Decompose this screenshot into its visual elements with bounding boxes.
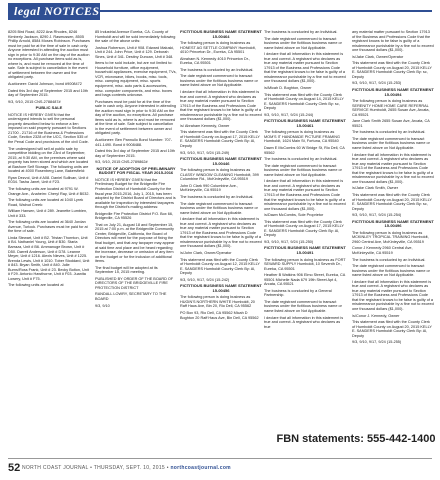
notice-paragraph: William Hansen, Unit # 289. Jeanette Lumbien, Unit # 333. <box>8 209 88 218</box>
notice-paragraph: PUBLISHED BY ORDER OF THE BOARD OF DIRECTORS OF THE BRIDGEVILLE FIRE PROTECTION DISTRICT <box>95 276 174 290</box>
notice-paragraph: The date registrant commenced to transact business under the fictitious business name or name listed above on Not Applicable. <box>264 36 342 50</box>
fbn-ad <box>278 428 434 450</box>
notice-paragraph: The following units are located at <box>8 283 64 288</box>
notice-paragraph: I declare that all information in this statement is true and correct. A registrant who declares as true any material matter pursuant to Section 17913 of the Business and Professions Code that the registrant knows to be false is guilty of a misdemeanor punishable by a fine not to exceed one thousand dollars ($1,000). <box>352 152 434 184</box>
notice-paragraph: /s/Conor J. Kennedy, Owner <box>352 313 400 318</box>
notice-paragraph: Jane Clark Smith 2655 Susan Ave, Arcata, CA 95521 <box>352 119 430 128</box>
column-3 <box>180 30 262 426</box>
notice-paragraph: FICTITIOUS BUSINESS NAME STATEMENT 15-00496 <box>352 218 434 229</box>
notice-paragraph: 9/3, 9/10, 2015 CNS-2788487# <box>8 99 61 104</box>
footer-publication <box>22 465 231 471</box>
notice-paragraph: The following person is doing business as HUGIN'S NORTHERN WHITE Humboldt, 20 Raff Haus Ave, Bin 20, Rio Dell, CA 95562 <box>180 295 255 309</box>
notice-paragraph: NOTICE IS HEREBY GIVEN that the undersigned intends to sell the personal property described below to enforce a lien imposed on said property pursuant to Sections 21700 - 21716 of the Business & Professions Code, Section 2328 of the UCC, Section 535 of the Penal Code and provisions of the civil Code. <box>8 112 89 145</box>
notice-paragraph: NOTICE OF ADOPTION OF PRELIMINARY BUDGET FOR FISCAL YEAR 2015-2016 <box>96 165 176 176</box>
notice-paragraph: This statement was filed with the County Clerk of Humboldt County on August 20, 2015 KELLY E. SANDERS Humboldt County Clerk By: sc, Deputy <box>352 61 432 79</box>
notice-paragraph: The following person is doing business as FORT SEWARD SUPPLY Humboldt, 10 Seventh Dr., Eureka, CA 95501 <box>264 257 346 271</box>
notice-paragraph: /s/Micah D. Boghton, Owner <box>264 86 312 91</box>
notice-paragraph: FICTITIOUS BUSINESS NAME STATEMENT 15-00491 <box>264 245 346 255</box>
notice-paragraph: That on July 21, August 18 and September 15, 2015 at 7:00 p.m. at the Bridgeville Community Center, Bridgeville, California, the Board of Directors will meet for the purpose of fixing the final budget, and that any taxpayer may appear at said time and place and be heard regarding the increase, decrease or omission of any item on the budget or for the inclusion of additional items. <box>95 222 175 264</box>
notice-paragraph: The business is conducted by an Individual. <box>180 67 254 72</box>
notice-paragraph: This statement was filed with the County Clerk of Humboldt County on August 12, 2015 KELLY E. SANDERS Humboldt County Clerk By: Al, Deputy <box>180 257 260 276</box>
notice-paragraph: This statement was filed with the County Clerk of Humboldt County on August 14, 2015 KELLY E. SANDERS Humboldt County Clerk By: sc, Deputy <box>264 92 344 111</box>
notice-paragraph: The date registrant commenced to transact business under the fictitious business name or name listed above on Not Applicable. <box>352 264 430 278</box>
notice-paragraph: Purchases must be paid for at the time of the sale in cash only. Anyone interested in attending the auction must sign in prior to 9:30 AM on the day of the auction, no exceptions. All purchase items sold as is, where is and must be removed at the time of sale. Sale subject to cancellation in the event of settlement between owner and obligated party. <box>95 99 176 136</box>
notice-paragraph: The following units are located at 9791 W. Orange Ave., Anaheim: Cheryl Ray, Unit # B032. <box>8 186 90 196</box>
notice-paragraph: The date registrant commenced to transact business under the fictitious business name or name listed above on Not Applicable. <box>264 299 342 313</box>
column-4 <box>264 30 346 426</box>
notice-paragraph: RANDALL LOWRY, SECRETARY TO THE BOARD <box>95 292 167 301</box>
column-2 <box>95 30 177 426</box>
notice-paragraph: This statement was filed with the County Clerk of Humboldt County on August 17, 2015 KELLY E. SANDERS Humboldt County Clerk By: Al, Deputy <box>180 130 260 149</box>
masthead <box>0 0 440 22</box>
notice-paragraph: I declare that all information in this statement is true and correct. A registrant who declares as true any material matter pursuant to Section 17913 of the Business and Professions Code that the registrant knows to be false is guilty of a misdemeanor punishable by a fine not to exceed one thousand dollars ($1,000). <box>352 279 434 311</box>
page-footer <box>0 456 440 480</box>
notice-paragraph: 9/3, 9/10 <box>95 303 110 308</box>
website-link[interactable]: northcoastjournal.com <box>170 465 231 471</box>
notice-paragraph: The business is conducted by an Individual. <box>264 30 338 34</box>
notice-paragraph: FICTITIOUS BUSINESS NAME STATEMENT 15-00456 <box>180 283 262 293</box>
notice-paragraph: FICTITIOUS BUSINESS NAME STATEMENT 15-00461 <box>264 118 346 128</box>
notice-paragraph: NOTICE IS HEREBY GIVEN that the Preliminary Budget for the Bridgeville Fire Protection District of Humboldt County for the fiscal year 2015-2016, July 1, 2015, has been adopted by the District Board of Directors and is available for inspection by interested taxpayers through the District's mailing address: <box>95 177 176 210</box>
notice-paragraph: Dated this 3rd day of September 2015 and 10th day of September 2015. <box>8 88 88 98</box>
notice-paragraph: The undersigned will sell at public sale by competitive bidding on the 23rd of September, 2015, at 9:30 AM, on the premises where said property has been stored and which are located at Bashore Self Storage. The following units are located at 4000 Rosenberg Lane, Bakersfield: <box>8 146 89 174</box>
notice-paragraph: Auctioneer: David Johnson, bond #9008472 <box>8 82 82 87</box>
notice-paragraph: The following person is doing business as SERENITY HOME HOME CARE REFERRAL SERVICE Humboldt, 2655 Susan Ave, Arcata, CA 95521 <box>352 99 430 117</box>
notice-paragraph: I declare that all information in this statement is true and correct. A registrant who declares as true any material matter pursuant to Section 17913 of the Business and Professions Code that the registrant knows to be false is guilty of a misdemeanor punishable by a fine not to exceed one thousand dollars ($1,000). <box>180 217 262 249</box>
notice-paragraph: 85 Industrial Avenue Eureka, CA. County of Humboldt and will be sold immediately following the sale of the above units: <box>95 30 176 44</box>
column-1 <box>8 30 90 426</box>
notice-paragraph: 9/3, 9/10, 9/17, 9/24 (15-242) <box>180 277 230 282</box>
notice-paragraph: PUBLIC SALE <box>35 105 63 111</box>
notice-paragraph: I declare that all information in this statement is true and correct. A registrant who declares as true <box>264 315 344 329</box>
notice-paragraph: Conor J Kennedy 2960 Central Ave, McKinleyville, CA 95519 <box>352 246 413 255</box>
notice-paragraph: John D Clark 990 Columbine Ave., McKinleyville, CA 95519 <box>180 183 238 193</box>
notice-paragraph: Auctioneer: Ben Pannullo Bond Number: 707-441-1490. Bond # 9008488. <box>95 138 173 147</box>
notice-paragraph: The following units are located at 1040 Lyrek Road, Walnut Creek: <box>8 198 84 207</box>
section-logo: legal NOTICES <box>8 3 100 20</box>
footer-rule <box>8 458 432 459</box>
notice-paragraph: 8205 Bird Road, 8222 Ana Rhodes, 8246 Kimberly Jackson, 8290 J. Rasmussen, 8505 Phillip Arnold, 8584 Moses Robinson. Purchases must be paid for at the time of sale in cash only. Anyone interested in attending the auction must sign in prior to 9:30 AM on the day of the auction no exceptions. All purchase items sold as is, where is, and must be removed at the time of sale. Sale is subject to cancellation in the event of settlement between the owner and the obligated party. <box>8 30 90 80</box>
notice-paragraph: any material matter pursuant to Section 17913 of the Business and Professions Code that the registrant knows to be false is guilty of a misdemeanor punishable by a fine not to exceed one thousand dollars ($1,000). <box>352 30 434 53</box>
notice-paragraph: /s/John Clark, Owner/Operator <box>180 250 232 255</box>
notice-paragraph: 9/3, 9/10, 9/17, 9/24 (15-255) <box>352 340 402 345</box>
notice-paragraph: The business is conducted by a General Partnership. <box>264 288 332 298</box>
notice-paragraph: The date registrant commenced to transact business under the fictitious business name or name listed above on Not Applicable. <box>352 136 430 151</box>
notice-paragraph: The date registrant commenced to transact business under the fictitious business name or name listed above on Not Applicable. <box>180 74 258 88</box>
notice-paragraph: The business is conducted by an Individual. <box>352 257 426 262</box>
publication-line: NORTH COAST JOURNAL • THURSDAY, SEPT. 10, 2015 • <box>22 465 169 471</box>
notice-paragraph: The following person is doing business as HONEST AG SETTLE COMPANY Humboldt, 4010 Princeton Dr., Eureka, CA 95501 <box>180 41 256 55</box>
notice-paragraph: I declare that all information in this statement is true and correct. A registrant who declares as true any material matter pursuant to Section 17913 of the Business and Professions Code that the registrant knows to be false is guilty of a misdemeanor punishable by a fine not to exceed one thousand dollars ($1,000). <box>180 90 262 122</box>
notice-paragraph: The following units are located at 3640 Jordan Avenue, Turlock. Purchases must be paid for at the time of sale. <box>8 220 88 234</box>
notice-paragraph: /s/Dawn McCombs, Sole Proprietor <box>264 213 324 218</box>
notice-paragraph: The following person is doing business as MCKINLEY TROPICAL TRAINING Humboldt, 2960 Central Ave, McKinleyville, CA 95519 <box>352 230 429 244</box>
notice-paragraph: The date registrant commenced to transact business under the fictitious business name or name listed above on Not Applicable. <box>180 201 258 215</box>
notice-paragraph: /s/ Abraham Kennedy, Owner <box>180 123 230 128</box>
notice-paragraph: This statement was filed with the County Clerk of Humboldt County on August 20, 2015 KELLY E. SANDERS Humboldt County Clerk By: sc, Deputy <box>352 192 432 211</box>
notice-paragraph: Linda Stewart, Unit # B2. Tristan Thornton, Unit # B4. Nathaniel Young, Unit # B30. Starla Barraza, Unit # B6. Ammanuge Brown, Unit # D50. Darrell Anderson, Unit # D78. Leanne Meyer, Unit # 1216. Alexis Nieves, Unit # 1225. Brenda Lewis, Unit # 1010. Tober Stoddard, Unit # 843. Bryan Smith, Unit # 840. Julie Burns/Ross Frank, Unit # 23. Becky Bolton, Unit # F29. Antonio Hawthorne, Unit # F03. Juanita Lowery, Unit # F75. <box>8 235 90 281</box>
notice-paragraph: Ryan Dezvol, Unit # A08. Daniel Sullivan, Unit # E034. Tasha Janet, Unit # F23. <box>8 175 89 185</box>
notice-paragraph: 9/3, 9/10, 2015 CNS-2789862# <box>95 160 148 165</box>
notice-paragraph: /s/Jake Clark, Owner/Operator <box>352 54 404 59</box>
notice-paragraph: FICTITIOUS BUSINESS NAME STATEMENT 15-00464 <box>180 30 262 39</box>
notice-paragraph: Items to be sold include, but are not limited to: Household furniture, office equipment, household appliances, exercise equipment, TVs, VCR, microwave, bikes, books, misc. tools, misc. camping equipment, misc. sports equipment, misc. auto parts & accessories, misc. computer components, and misc. boxes and bags contents unknown. <box>95 61 177 98</box>
notice-paragraph: 9/3, 9/10, 9/17, 9/24 (15-253) <box>352 81 402 86</box>
notice-paragraph: Bridgeville Fire Protection District P.O. Box 66, Bridgeville, CA 95526 <box>95 211 174 221</box>
notice-paragraph: 9/3, 9/10, 9/17, 9/24 (15-249) <box>180 150 230 155</box>
notice-paragraph: The business is conducted by an Individual. <box>264 157 338 162</box>
notice-paragraph: Joshua Roberson, Unit # 908. Edward Maluski, Unit # 244. John Price, Unit # 129. Deborah Sines, Unit # 341. Destiny Duncan, Unit # 348. <box>95 45 175 59</box>
notice-paragraph: /s/Jake Clark Smith, Owner <box>352 186 398 191</box>
fbn-ad-text: FBN statements: 555-442-1400 <box>276 433 436 445</box>
notice-paragraph: PO Box 93, Rio Dell, CA 95562 Micah D Boghton 20 Raff Haus Ave, Bin Dell, CA 95562 <box>180 310 259 320</box>
notice-paragraph: This statement was filed with the County Clerk of Humboldt County on August 17, 2015 KELLY E. SANDERS Humboldt County Clerk By: Al, Deputy <box>264 219 344 238</box>
notice-paragraph: Abraham N. Kennedy 4010 Princeton Dr., Eureka, CA 95501 <box>180 56 250 66</box>
notice-paragraph: The date registrant commenced to transact business under the fictitious business name or name listed above on Not Applicable. <box>264 163 342 177</box>
notice-paragraph: 9/3, 9/10, 9/17, 9/24 (15-244) <box>264 112 314 117</box>
notice-paragraph: Dated this 3rd day of September 2015 and 10th day of September 2015. <box>95 149 175 158</box>
notice-paragraph: The following person is doing business as MOM'S IT HANDMADE PICTURE FRAMING Humboldt, 1624 Main St, Fortuna, CA 95540 <box>264 130 340 144</box>
notice-paragraph: 9/3, 9/10, 9/17, 9/24 (15-250) <box>264 239 314 244</box>
notice-paragraph: This statement was filed with the County Clerk of Humboldt County on August 20, 2015 KELLY E. SANDERS Humboldt County Clerk By: Al, Deputy <box>352 320 432 338</box>
column-5 <box>352 30 434 410</box>
notice-paragraph: The business is conducted by an Individual. <box>352 130 426 135</box>
notice-paragraph: Heather B Watkins 906 Elmo Street, Eureka, CA 95501 Michelle Nada 679 19th Street Apt 4, Arcata, CA 95521 <box>264 273 346 287</box>
notice-paragraph: FICTITIOUS BUSINESS NAME STATEMENT 15-00446 <box>180 156 262 166</box>
notice-paragraph: FICTITIOUS BUSINESS NAME STATEMENT 15-00494 <box>352 87 434 97</box>
notice-paragraph: Dawn E McCombs 60 W Bridge St, Rio Dell, CA 95562 <box>264 146 345 155</box>
notice-paragraph: The final budget will be adopted at its September 15, 2015 meeting. <box>95 265 158 275</box>
notice-paragraph: The business is conducted by an Individual. <box>180 194 254 199</box>
notice-paragraph: I declare that all information in this statement is true and correct. A registrant who declares as true any material matter pursuant to Section 17913 of the Business and Professions Code that the registrant knows to be false is guilty of a misdemeanor punishable by a fine not to exceed one thousand dollars ($1,000). <box>264 52 346 84</box>
header-rule <box>100 10 432 12</box>
notice-paragraph: I declare that all information in this statement is true and correct. A registrant who declares as true any material matter pursuant to Section 17913 of the Business and Professions Code that the registrant knows to be false is guilty of a misdemeanor punishable by a fine not to exceed one thousand dollars ($1,000). <box>264 179 346 211</box>
page-number: 52 <box>8 462 21 474</box>
notice-paragraph: The following person is doing business as CLASSY WINDOW CLEANING Humboldt, 399 Columbine Rd., McKinleyville, CA 95519 <box>180 168 259 182</box>
notice-paragraph: 9/3, 9/10, 9/17, 9/24 (15-254) <box>352 213 402 218</box>
